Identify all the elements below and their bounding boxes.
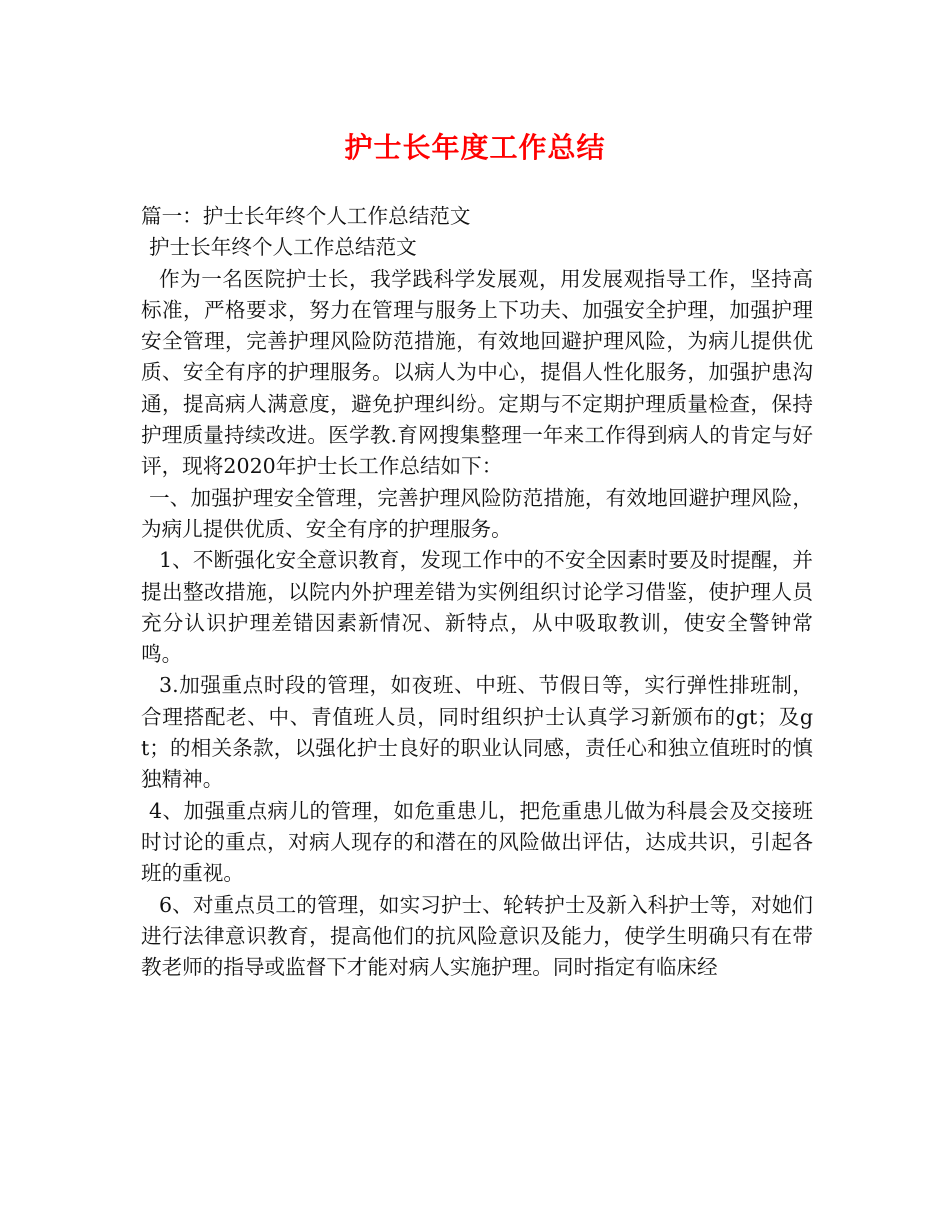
document-title: 护士长年度工作总结	[344, 131, 606, 164]
intro-paragraph: 作为一名医院护士长，我学践科学发展观，用发展观指导工作，坚持高标准，严格要求，努力在管理与服务上下功夫、加强安全护理，加强护理安全管理，完善护理风险防范措施，有效地回避护理风险，为病儿提供优质、安全有序的护理服务。以病人为中心，提倡人性化服务，加强护患沟通，提高病人满意度，避免护理纠纷。定期与不定期护理质量检查，保持护理质量持续改进。医学教.育网搜集整理一年来工作得到病人的肯定与好评，现将2020年护士长工作总结如下：	[141, 266, 813, 479]
subtitle: 护士长年终个人工作总结范文	[149, 235, 417, 260]
section-heading-1: 一、加强护理安全管理，完善护理风险防范措施，有效地回避护理风险，为病儿提供优质、安全有序的护理服务。	[141, 485, 813, 541]
list-item-4: 4、加强重点病儿的管理，如危重患儿，把危重患儿做为科晨会及交接班时讨论的重点，对病人现存的和潜在的风险做出评估，达成共识，引起各班的重视。	[141, 798, 813, 886]
list-item-3: 3.加强重点时段的管理，如夜班、中班、节假日等，实行弹性排班制，合理搭配老、中、青值班人员，同时组织护士认真学习新颁布的gt；及gt；的相关条款，以强化护士良好的职业认同感，责任心和独立值班时的慎独精神。	[141, 673, 813, 792]
chapter-heading: 篇一：护士长年终个人工作总结范文	[141, 204, 471, 228]
list-item-1: 1、不断强化安全意识教育，发现工作中的不安全因素时要及时提醒，并提出整改措施，以院内外护理差错为实例组织讨论学习借鉴，使护理人员充分认识护理差错因素新情况、新特点，从中吸取教训，使安全警钟常鸣。	[141, 548, 813, 667]
document-body	[141, 201, 813, 983]
list-item-6: 6、对重点员工的管理，如实习护士、轮转护士及新入科护士等，对她们进行法律意识教育，提高他们的抗风险意识及能力，使学生明确只有在带教老师的指导或监督下才能对病人实施护理。同时指定有临床经	[141, 892, 813, 980]
